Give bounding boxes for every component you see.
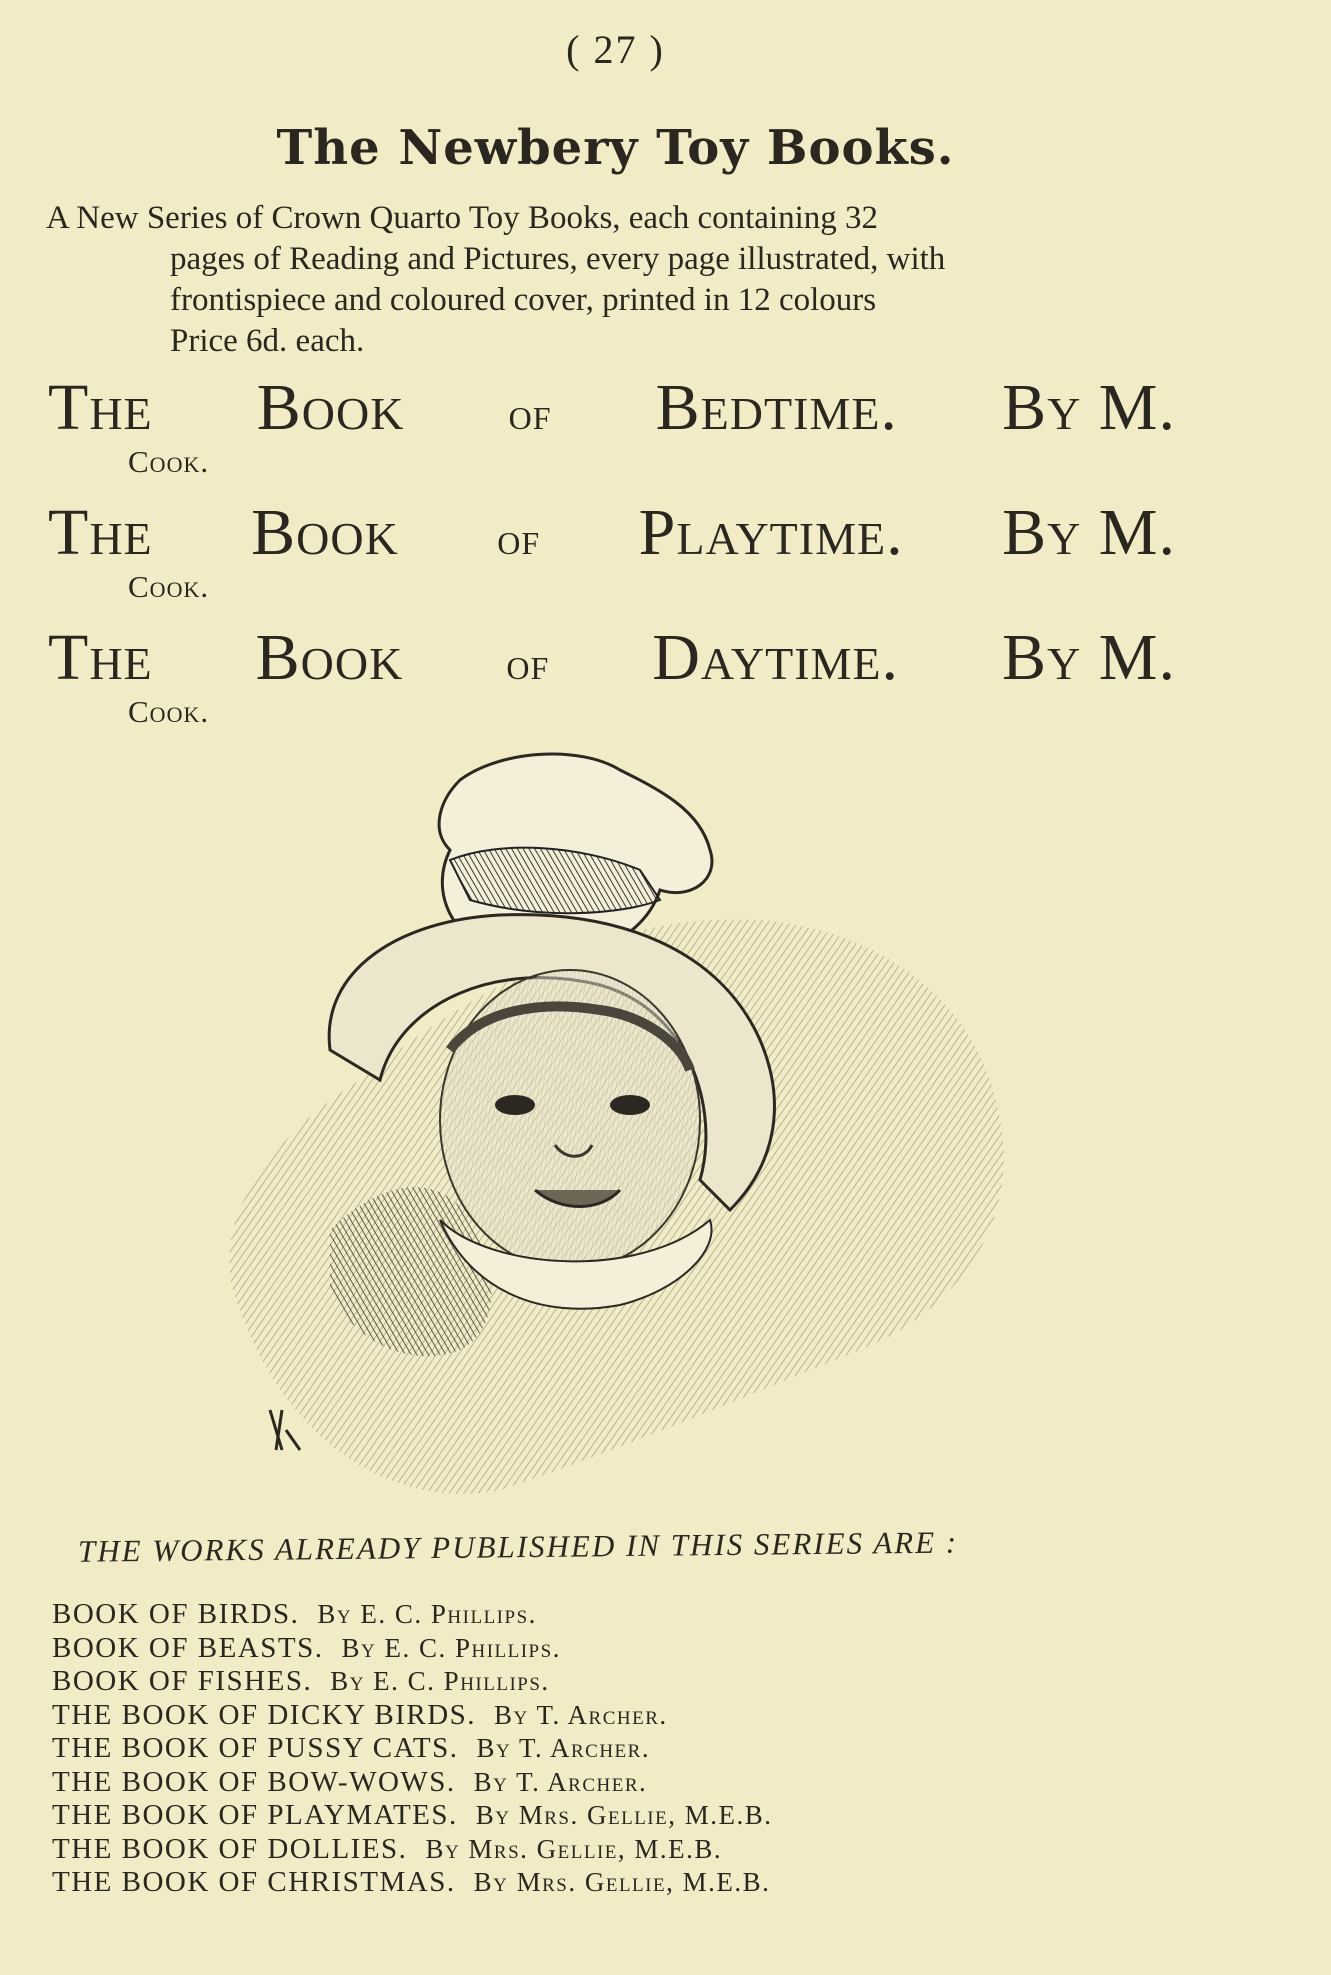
- work-title: THE BOOK OF DICKY BIRDS.: [52, 1698, 477, 1731]
- work-title: BOOK OF BIRDS.: [52, 1598, 300, 1630]
- featured-book-author: Cook.: [128, 694, 210, 729]
- works-list: [52, 1598, 1152, 1900]
- work-title: THE BOOK OF DOLLIES.: [52, 1832, 408, 1865]
- work-title: THE BOOK OF PUSSY CATS.: [52, 1732, 459, 1764]
- work-title: THE BOOK OF CHRISTMAS.: [52, 1866, 456, 1898]
- work-author: By T. Archer.: [473, 1766, 648, 1797]
- word: of: [506, 638, 550, 689]
- intro-line: A New Series of Crown Quarto Toy Books, each containing 32: [46, 200, 879, 236]
- featured-book-entry: [48, 497, 1176, 605]
- left-eye: [495, 1095, 535, 1115]
- book-byline: By M.: [1002, 371, 1176, 444]
- featured-book-title: [48, 497, 1176, 575]
- work-author: By T. Archer.: [476, 1733, 651, 1763]
- book-byline: By M.: [1002, 496, 1176, 569]
- work-title: THE BOOK OF PLAYMATES.: [52, 1799, 458, 1831]
- list-item: [52, 1866, 1152, 1900]
- work-title: THE BOOK OF BOW-WOWS.: [52, 1765, 456, 1798]
- work-title: BOOK OF BEASTS.: [52, 1631, 324, 1664]
- featured-book-title: [48, 372, 1176, 450]
- intro-line: pages of Reading and Pictures, every page illustrated, with: [170, 241, 946, 277]
- list-item: [52, 1799, 1152, 1833]
- word: Book: [256, 371, 405, 444]
- works-heading: THE WORKS ALREADY PUBLISHED IN THIS SERIES ARE :: [77, 1524, 959, 1569]
- word: of: [508, 388, 552, 439]
- featured-book-title: [48, 622, 1176, 700]
- intro-price-line: Price 6d. each.: [170, 323, 365, 359]
- word: The: [48, 621, 153, 694]
- list-item: [52, 1833, 1152, 1867]
- book-name: Playtime.: [638, 496, 904, 569]
- artist-monogram: [270, 1410, 300, 1450]
- word: Book: [251, 496, 399, 569]
- word: Book: [255, 621, 404, 694]
- page-number: ( 27 ): [566, 27, 665, 72]
- face-highlight: [442, 972, 698, 1268]
- work-author: By T. Archer.: [494, 1699, 668, 1730]
- right-eye: [610, 1095, 650, 1115]
- word: The: [48, 371, 153, 444]
- work-author: By E. C. Phillips.: [330, 1666, 550, 1696]
- intro-line: frontispiece and coloured cover, printed in 12 colours: [170, 282, 877, 318]
- work-title: BOOK OF FISHES.: [52, 1665, 313, 1697]
- work-author: By Mrs. Gellie, M.E.B.: [425, 1833, 723, 1864]
- series-title: The Newbery Toy Books.: [276, 120, 955, 176]
- work-author: By E. C. Phillips.: [317, 1599, 537, 1629]
- word: The: [48, 496, 153, 569]
- book-name: Daytime.: [652, 621, 900, 694]
- word: of: [497, 513, 541, 564]
- list-item: [52, 1665, 1152, 1699]
- list-item: [52, 1598, 1152, 1632]
- featured-book-entry: [48, 372, 1176, 480]
- list-item: [52, 1766, 1152, 1800]
- list-item: [52, 1732, 1152, 1766]
- work-author: By E. C. Phillips.: [341, 1632, 561, 1663]
- book-name: Bedtime.: [655, 371, 898, 444]
- baby-bonnet-illustration: [200, 750, 1060, 1520]
- book-byline: By M.: [1002, 621, 1176, 694]
- list-item: [52, 1632, 1152, 1666]
- list-item: [52, 1699, 1152, 1733]
- featured-book-author: Cook.: [128, 569, 210, 604]
- work-author: By Mrs. Gellie, M.E.B.: [475, 1800, 773, 1830]
- featured-book-entry: [48, 622, 1176, 730]
- work-author: By Mrs. Gellie, M.E.B.: [473, 1867, 771, 1897]
- series-description: [46, 198, 1174, 362]
- featured-book-author: Cook.: [128, 444, 210, 479]
